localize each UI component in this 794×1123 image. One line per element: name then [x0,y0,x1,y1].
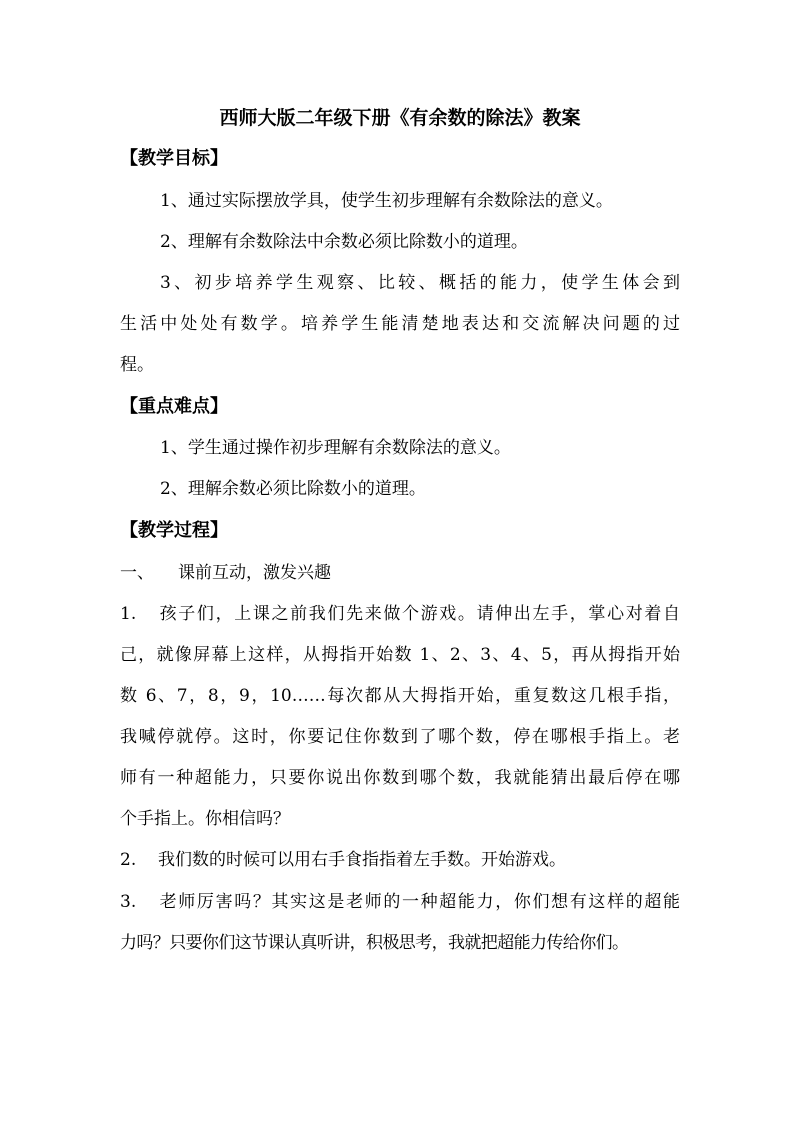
process-step-1-line-2: 己，就像屏幕上这样，从拇指开始数 1、2、3、4、5，再从拇指开始 [120,645,680,665]
goal-item-1: 1、通过实际摆放学具，使学生初步理解有余数除法的意义。 [160,191,613,211]
key-point-item-2: 2、理解余数必须比除数小的道理。 [160,479,426,499]
process-step-1-line-1 [120,603,680,625]
section-heading-process: 【教学过程】 [120,520,228,541]
process-step-1-line-4: 我喊停就停。这时，你要记住你数到了哪个数，停在哪根手指上。老 [120,727,680,747]
process-step-1-line-3: 数 6、7，8，9，10……每次都从大拇指开始，重复数这几根手指， [120,686,680,706]
key-point-item-1: 1、学生通过操作初步理解有余数除法的意义。 [160,438,511,458]
process-step-2 [120,849,680,871]
process-step-2-text: 我们数的时候可以用右手食指指着左手数。开始游戏。 [158,850,566,870]
process-step-1-text-line-1: 孩子们，上课之前我们先来做个游戏。请伸出左手，掌心对着自 [158,604,680,624]
process-step-1-number: 1. [120,604,137,624]
process-step-2-number: 2. [120,850,137,870]
process-step-3-line-1 [120,891,680,913]
process-part-1-number: 一、 [120,563,154,583]
goal-item-3-line-3: 程。 [120,355,154,375]
process-step-3-number: 3. [120,892,137,912]
goal-item-3-line-1: 3、初步培养学生观察、比较、概括的能力，使学生体会到 [160,273,680,293]
process-step-1-line-6: 个手指上。你相信吗？ [120,809,290,829]
section-heading-goals: 【教学目标】 [120,148,228,169]
document-title: 西师大版二年级下册《有余数的除法》教案 [219,107,581,129]
process-part-1 [120,562,680,584]
process-step-1-line-5: 师有一种超能力，只要你说出你数到哪个数，我就能猜出最后停在哪 [120,768,680,788]
section-heading-key-points: 【重点难点】 [120,396,228,417]
goal-item-3-line-2: 生活中处处有数学。培养学生能清楚地表达和交流解决问题的过 [120,314,680,334]
process-part-1-title: 课前互动，激发兴趣 [178,563,331,583]
process-step-3-text-line-1: 老师厉害吗？其实这是老师的一种超能力，你们想有这样的超能 [158,892,680,912]
goal-item-2: 2、理解有余数除法中余数必须比除数小的道理。 [160,232,528,252]
process-step-3-line-2: 力吗？只要你们这节课认真听讲，积极思考，我就把超能力传给你们。 [120,933,629,953]
